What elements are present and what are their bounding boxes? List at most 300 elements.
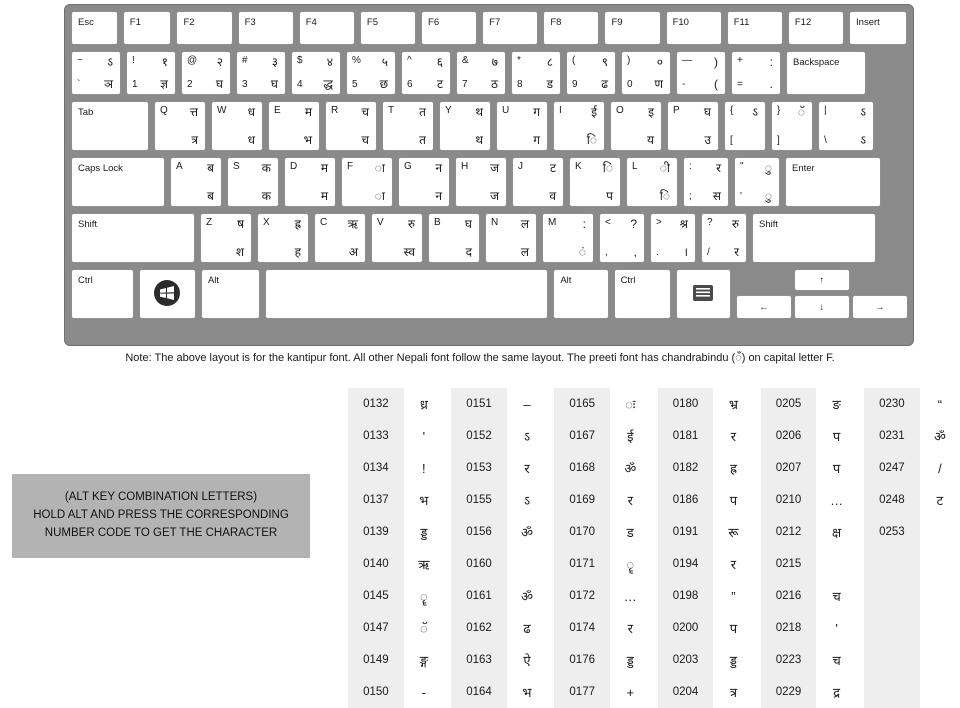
key-glyph-tr: इ: [648, 105, 654, 119]
key-glyph-bl: -: [682, 79, 686, 90]
key-f12[interactable]: [788, 11, 844, 45]
key-label: Alt: [207, 275, 220, 286]
table-row: [348, 420, 960, 452]
key-glyph-tl: O: [616, 105, 624, 116]
menu-icon: [692, 284, 714, 305]
column-spacer: [650, 420, 657, 452]
alt-char-cell: ऽ: [507, 484, 547, 516]
key-f3[interactable]: [238, 11, 294, 45]
alt-code-cell: 0155: [451, 484, 507, 516]
key-i[interactable]: [553, 101, 605, 151]
key-glyph-br: ठ: [491, 77, 498, 91]
alt-char-cell: “: [920, 388, 960, 420]
alt-char-cell: च: [816, 644, 856, 676]
key-enter[interactable]: [785, 157, 881, 207]
alt-char-cell: भ: [404, 484, 444, 516]
key-r[interactable]: [325, 101, 377, 151]
column-spacer: [444, 676, 451, 708]
alt-char-cell: ई: [610, 420, 650, 452]
alt-code-cell: [864, 676, 920, 708]
key-e[interactable]: [268, 101, 320, 151]
alt-code-cell: 0145: [348, 580, 404, 612]
number-row: [71, 51, 907, 95]
key-glyph-tl: G: [404, 161, 412, 172]
key-space[interactable]: [265, 269, 548, 319]
alt-code-cell: 0172: [554, 580, 610, 612]
arrow-left-key[interactable]: [736, 295, 792, 319]
key-glyph-br: प: [606, 189, 613, 203]
column-spacer: [857, 516, 864, 548]
key-glyph-br: ,: [633, 245, 637, 259]
alt-char-cell: ड्ड: [404, 516, 444, 548]
key-shift[interactable]: [71, 213, 195, 263]
alt-char-cell: [507, 548, 547, 580]
table-row: [348, 452, 960, 484]
key-label: F8: [550, 17, 562, 28]
key-b[interactable]: [428, 213, 480, 263]
arrow-down-key-glyph: ↓: [819, 301, 825, 313]
key-glyph-br: ऽ: [860, 133, 866, 147]
column-spacer: [753, 484, 760, 516]
key-z[interactable]: [200, 213, 252, 263]
column-spacer: [753, 676, 760, 708]
key-glyph-bl: ,: [605, 247, 608, 258]
key-glyph-tr: ट: [549, 161, 556, 175]
key-glyph-tl: !: [132, 55, 135, 66]
alt-code-cell: 0150: [348, 676, 404, 708]
alt-code-cell: 0152: [451, 420, 507, 452]
alt-code-cell: 0204: [658, 676, 714, 708]
table-row: [348, 612, 960, 644]
alt-code-cell: 0174: [554, 612, 610, 644]
key-glyph-tr: ष: [237, 217, 244, 231]
key-f4[interactable]: [299, 11, 355, 45]
column-spacer: [753, 420, 760, 452]
key-glyph-tl: +: [737, 55, 743, 66]
key-glyph-tl: Q: [160, 105, 168, 116]
alt-note-line-1: (ALT KEY COMBINATION LETTERS): [64, 491, 258, 504]
key-ctrl[interactable]: [614, 269, 671, 319]
key-f2[interactable]: [176, 11, 232, 45]
column-spacer: [753, 388, 760, 420]
key-glyph-br: ु: [764, 189, 772, 203]
key-glyph-tr: न: [435, 161, 442, 175]
key-insert[interactable]: [849, 11, 907, 45]
table-row: [348, 580, 960, 612]
key-glyph-bl: .: [656, 247, 659, 258]
alt-code-cell: 0153: [451, 452, 507, 484]
key-alt[interactable]: [553, 269, 608, 319]
key-#[interactable]: [236, 51, 286, 95]
key-glyph-tl: T: [388, 105, 395, 116]
alt-code-cell: 0169: [554, 484, 610, 516]
alt-char-cell: प: [816, 452, 856, 484]
key-glyph-br: ज्ञ: [160, 77, 168, 91]
column-spacer: [444, 644, 451, 676]
key-glyph-br: त: [419, 133, 426, 147]
arrow-down-key[interactable]: [794, 295, 850, 319]
alt-code-cell: 0162: [451, 612, 507, 644]
key-<[interactable]: [599, 213, 645, 263]
alt-char-cell: क्ष: [816, 516, 856, 548]
alt-code-cell: 0223: [761, 644, 817, 676]
key-—[interactable]: [676, 51, 726, 95]
key-glyph-br: द्ध: [323, 77, 333, 91]
alt-code-cell: 0206: [761, 420, 817, 452]
alt-char-cell: [920, 516, 960, 548]
alt-char-cell: त्र: [713, 676, 753, 708]
key-glyph-tr: ल: [520, 217, 529, 231]
key-glyph-tl: Y: [445, 105, 452, 116]
key-h[interactable]: [455, 157, 507, 207]
alt-code-cell: 0229: [761, 676, 817, 708]
key-glyph-bl: 1: [132, 79, 138, 90]
alt-code-cell: 0216: [761, 580, 817, 612]
column-spacer: [650, 388, 657, 420]
key-glyph-tr: ६: [436, 55, 443, 69]
key-label: Esc: [78, 17, 94, 28]
key-k[interactable]: [569, 157, 621, 207]
alt-code-cell: 0137: [348, 484, 404, 516]
column-spacer: [857, 484, 864, 516]
column-spacer: [547, 452, 554, 484]
key-f8[interactable]: [543, 11, 599, 45]
alt-char-cell: –: [507, 388, 547, 420]
key-glyph-tr: ा: [374, 161, 385, 175]
key-%[interactable]: [346, 51, 396, 95]
key-glyph-tl: :: [689, 161, 692, 172]
key-glyph-br: ि: [586, 133, 597, 147]
key-glyph-tl: A: [176, 161, 183, 172]
key-label: F1: [129, 17, 141, 28]
key-label: F11: [733, 17, 750, 28]
key-([interactable]: [566, 51, 616, 95]
key-glyph-tl: H: [461, 161, 469, 172]
key-glyph-tr: च: [361, 105, 369, 119]
alt-char-cell: रू: [713, 516, 753, 548]
alt-code-cell: 0167: [554, 420, 610, 452]
key-glyph-br: ल: [520, 245, 529, 259]
key-glyph-bl: `: [77, 79, 81, 90]
column-spacer: [547, 420, 554, 452]
key-glyph-br: घ: [215, 77, 223, 91]
alt-code-cell: 0168: [554, 452, 610, 484]
alt-code-cell: 0215: [761, 548, 817, 580]
key-glyph-br: न: [435, 189, 442, 203]
key-glyph-br: ह: [294, 245, 301, 259]
alt-code-cell: 0180: [658, 388, 714, 420]
key-f5[interactable]: [360, 11, 416, 45]
key-glyph-br: द: [465, 245, 472, 259]
key-{[interactable]: [724, 101, 766, 151]
arrow-right-key[interactable]: [852, 295, 908, 319]
column-spacer: [753, 452, 760, 484]
key-glyph-tr: ि: [602, 161, 613, 175]
key-shift[interactable]: [752, 213, 876, 263]
alt-char-cell: ': [404, 420, 444, 452]
alt-code-cell: 0231: [864, 420, 920, 452]
key-?[interactable]: [701, 213, 747, 263]
key-glyph-tl: <: [605, 217, 611, 228]
alt-char-cell: र: [610, 612, 650, 644]
key-w[interactable]: [211, 101, 263, 151]
key-glyph-bl: 4: [297, 79, 303, 90]
key-tab[interactable]: [71, 101, 149, 151]
key-a[interactable]: [170, 157, 222, 207]
column-spacer: [547, 548, 554, 580]
key-$[interactable]: [291, 51, 341, 95]
key-x[interactable]: [257, 213, 309, 263]
key-g[interactable]: [398, 157, 450, 207]
key-n[interactable]: [485, 213, 537, 263]
alt-code-cell: 0205: [761, 388, 817, 420]
key-esc[interactable]: [71, 11, 118, 45]
alt-code-cell: 0177: [554, 676, 610, 708]
key-f10[interactable]: [666, 11, 722, 45]
key-glyph-bl: 2: [187, 79, 193, 90]
alt-char-cell: ऋ: [404, 548, 444, 580]
key-glyph-tl: >: [656, 217, 662, 228]
key-glyph-tr: ॅ: [797, 105, 805, 119]
key-glyph-br: अ: [348, 245, 358, 259]
arrow-up-key[interactable]: [794, 269, 850, 291]
key-f9[interactable]: [604, 11, 660, 45]
key-glyph-br: ण: [654, 77, 663, 91]
key-glyph-tl: |: [824, 105, 827, 116]
key-![interactable]: [126, 51, 176, 95]
alt-char-cell: ऽ: [507, 420, 547, 452]
arrow-up-key-glyph: ↑: [819, 274, 825, 286]
alt-char-cell: ध्र: [404, 388, 444, 420]
alt-code-cell: 0200: [658, 612, 714, 644]
key-glyph-tr: ह्र: [294, 217, 301, 231]
alt-char-cell: ॅ: [404, 612, 444, 644]
alt-char-cell: +: [610, 676, 650, 708]
alt-code-cell: 0140: [348, 548, 404, 580]
alt-key-note: [12, 474, 310, 558]
key-glyph-br: .: [769, 77, 773, 91]
alt-code-cell: [864, 612, 920, 644]
key-glyph-br: छ: [379, 77, 388, 91]
key-}[interactable]: [771, 101, 813, 151]
key-glyph-tl: U: [502, 105, 510, 116]
alt-char-cell: ङ्ग: [404, 644, 444, 676]
key-f6[interactable]: [421, 11, 477, 45]
column-spacer: [857, 676, 864, 708]
key-q[interactable]: [154, 101, 206, 151]
key-menu-icon[interactable]: [676, 269, 731, 319]
alt-code-cell: 0170: [554, 516, 610, 548]
key-glyph-tr: त: [419, 105, 426, 119]
key-glyph-tl: M: [548, 217, 557, 228]
key-glyph-tl: R: [331, 105, 339, 116]
key-glyph-tr: ज: [490, 161, 499, 175]
key-glyph-tl: ~: [77, 55, 83, 66]
key-label: F3: [244, 17, 256, 28]
key-glyph-br: ा: [374, 189, 385, 203]
key-label: Shift: [759, 219, 779, 230]
key-)[interactable]: [621, 51, 671, 95]
key-glyph-br: थ: [475, 133, 483, 147]
alt-code-cell: 0132: [348, 388, 404, 420]
key-f1[interactable]: [123, 11, 172, 45]
column-spacer: [650, 548, 657, 580]
key-glyph-tl: —: [682, 55, 692, 66]
key-label: Ctrl: [78, 275, 93, 286]
key-|[interactable]: [818, 101, 874, 151]
key-label: Enter: [792, 163, 815, 174]
key-c[interactable]: [314, 213, 366, 263]
alt-char-cell: ह्र: [713, 452, 753, 484]
key-glyph-tr: १: [161, 55, 168, 69]
key-glyph-tr: ु: [764, 161, 772, 175]
alt-char-cell: ढ: [507, 612, 547, 644]
key-glyph-tr: ध: [247, 105, 255, 119]
key-glyph-tl: J: [518, 161, 523, 172]
alt-code-cell: 0163: [451, 644, 507, 676]
column-spacer: [547, 580, 554, 612]
table-row: [348, 516, 960, 548]
alt-code-cell: 0171: [554, 548, 610, 580]
key-:[interactable]: [683, 157, 729, 207]
column-spacer: [753, 548, 760, 580]
arrow-left-key-glyph: ←: [759, 301, 769, 313]
key-glyph-br: ड: [546, 77, 553, 91]
key-m[interactable]: [542, 213, 594, 263]
alt-code-cell: 0207: [761, 452, 817, 484]
key-&[interactable]: [456, 51, 506, 95]
key-glyph-bl: 9: [572, 79, 578, 90]
alt-char-cell: ड्ड: [713, 644, 753, 676]
key-~[interactable]: [71, 51, 121, 95]
key-glyph-tl: F: [347, 161, 354, 172]
alt-code-cell: 0194: [658, 548, 714, 580]
key-u[interactable]: [496, 101, 548, 151]
column-spacer: [857, 644, 864, 676]
key-glyph-br: घ: [270, 77, 278, 91]
column-spacer: [444, 484, 451, 516]
key-glyph-br: च: [361, 133, 369, 147]
key-y[interactable]: [439, 101, 491, 151]
key-glyph-tr: श्र: [679, 217, 688, 231]
table-row: [348, 676, 960, 708]
key-glyph-tr: रु: [407, 217, 415, 231]
column-spacer: [857, 388, 864, 420]
key-l[interactable]: [626, 157, 678, 207]
key-t[interactable]: [382, 101, 434, 151]
key-glyph-tr: घ: [703, 105, 711, 119]
key-v[interactable]: [371, 213, 423, 263]
alt-code-cell: 0182: [658, 452, 714, 484]
column-spacer: [857, 548, 864, 580]
key-windows-icon[interactable]: [139, 269, 196, 319]
key-glyph-tl: P: [673, 105, 680, 116]
key-glyph-br: र: [734, 245, 739, 259]
key-f[interactable]: [341, 157, 393, 207]
key-glyph-br: ढ: [601, 77, 608, 91]
key-glyph-bl: ]: [777, 135, 780, 146]
key-glyph-br: व: [549, 189, 556, 203]
alt-code-cell: 0134: [348, 452, 404, 484]
key-label: F6: [428, 17, 440, 28]
column-spacer: [753, 644, 760, 676]
alt-char-cell: /: [920, 452, 960, 484]
key-backspace[interactable]: [786, 51, 866, 95]
alt-char-cell: ड: [610, 516, 650, 548]
alt-char-cell: प: [713, 484, 753, 516]
key-label: F9: [611, 17, 623, 28]
alt-char-cell: र: [507, 452, 547, 484]
key-glyph-tr: म: [320, 161, 328, 175]
key-glyph-tl: $: [297, 55, 303, 66]
alt-char-cell: ङ: [816, 388, 856, 420]
key-f11[interactable]: [727, 11, 783, 45]
key-glyph-bl: ;: [689, 191, 692, 202]
alt-code-cell: 0247: [864, 452, 920, 484]
key-glyph-tr: ऋ: [347, 217, 358, 231]
key-alt[interactable]: [201, 269, 260, 319]
alt-code-cell: 0218: [761, 612, 817, 644]
key-glyph-tr: म: [304, 105, 312, 119]
key-glyph-tr: ब: [207, 161, 214, 175]
key-d[interactable]: [284, 157, 336, 207]
key-glyph-tr: त्त: [189, 105, 198, 119]
key-^[interactable]: [401, 51, 451, 95]
alt-code-cell: 0160: [451, 548, 507, 580]
key-*[interactable]: [511, 51, 561, 95]
key-p[interactable]: [667, 101, 719, 151]
key->[interactable]: [650, 213, 696, 263]
alt-code-cell: 0156: [451, 516, 507, 548]
column-spacer: [650, 452, 657, 484]
key-glyph-bl: 7: [462, 79, 468, 90]
home-row: [71, 157, 907, 207]
top-alpha-row: [71, 101, 907, 151]
key-s[interactable]: [227, 157, 279, 207]
key-glyph-bl: 6: [407, 79, 413, 90]
key-label: Backspace: [793, 57, 840, 68]
key-glyph-tr: ऽ: [752, 105, 758, 119]
key-j[interactable]: [512, 157, 564, 207]
key-glyph-tl: {: [730, 105, 734, 116]
key-glyph-br: ं: [578, 245, 586, 259]
column-spacer: [547, 644, 554, 676]
alt-char-cell: ॐ: [507, 580, 547, 612]
column-spacer: [444, 388, 451, 420]
table-row: [348, 388, 960, 420]
alt-char-cell: [816, 548, 856, 580]
key-glyph-bl: ': [740, 191, 742, 202]
alt-char-cell: र: [610, 484, 650, 516]
key-glyph-tr: ९: [601, 55, 608, 69]
key-+[interactable]: [731, 51, 781, 95]
key-@[interactable]: [181, 51, 231, 95]
alt-char-cell: …: [610, 580, 650, 612]
alt-code-cell: 0248: [864, 484, 920, 516]
key-glyph-br: ग: [533, 133, 540, 147]
alt-char-cell: ॄ: [610, 548, 650, 580]
alt-code-cell: [864, 580, 920, 612]
key-o[interactable]: [610, 101, 662, 151]
key-"[interactable]: [734, 157, 780, 207]
column-spacer: [857, 420, 864, 452]
alt-code-cell: 0164: [451, 676, 507, 708]
key-caps-lock[interactable]: [71, 157, 165, 207]
alt-char-cell: …: [816, 484, 856, 516]
key-glyph-br: ।: [683, 245, 688, 259]
key-f7[interactable]: [482, 11, 538, 45]
key-ctrl[interactable]: [71, 269, 134, 319]
